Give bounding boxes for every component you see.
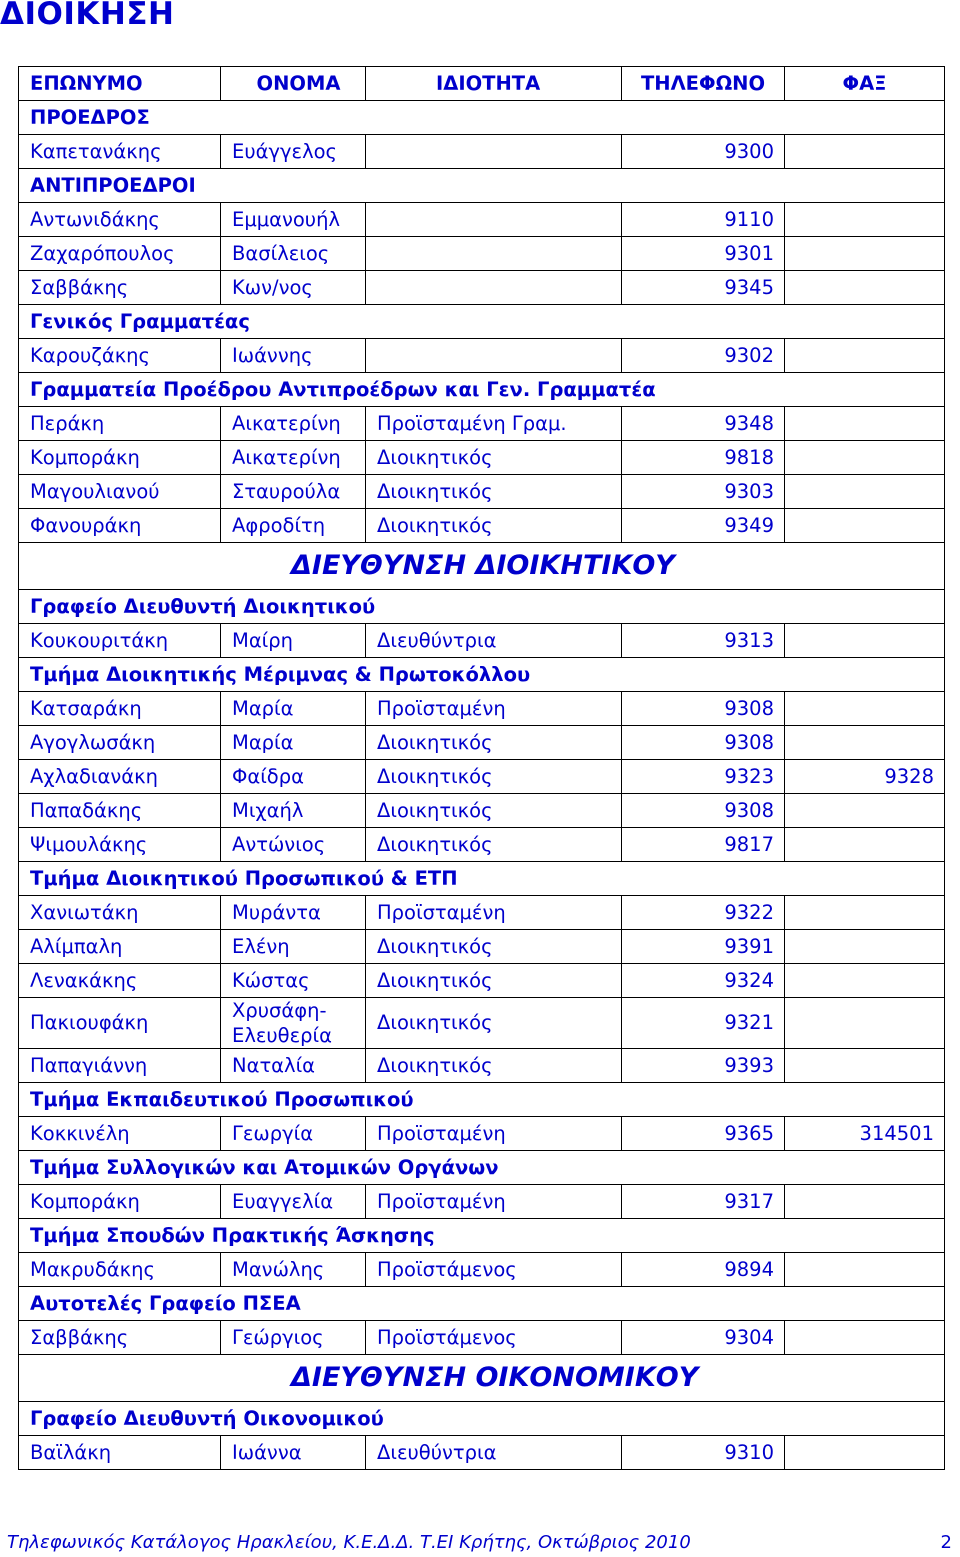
role-cell: Προϊσταμένη [366,1117,622,1151]
section-heading: Τμήμα Σπουδών Πρακτικής Άσκησης [19,1219,945,1253]
table-row [19,794,945,828]
fax-cell: 9328 [785,760,945,794]
fax-cell [785,339,945,373]
role-cell: Προϊσταμένη [366,692,622,726]
fax-cell [785,1436,945,1470]
header-fax: ΦΑΞ [785,67,945,101]
role-cell: Διευθύντρια [366,624,622,658]
section-heading: Γενικός Γραμματέας [19,305,945,339]
name-cell: Ναταλία [221,1049,366,1083]
name-cell: Γεώργιος [221,1321,366,1355]
name-cell: Ευαγγελία [221,1185,366,1219]
direction-heading: ΔΙΕΥΘΥΝΣΗ ΟΙΚΟΝΟΜΙΚΟΥ [19,1355,945,1402]
section-heading: Γραφείο Διευθυντή Οικονομικού [19,1402,945,1436]
fax-cell [785,475,945,509]
phone-cell: 9303 [622,475,785,509]
phone-cell: 9345 [622,271,785,305]
section-heading-row [19,1287,945,1321]
role-cell [366,203,622,237]
table-row [19,1253,945,1287]
table-row [19,203,945,237]
name-cell: Ευάγγελος [221,135,366,169]
table-header-row [19,67,945,101]
role-cell: Διοικητικός [366,441,622,475]
fax-cell [785,1253,945,1287]
header-name: ΟΝΟΜΑ [221,67,366,101]
surname-cell: Καρουζάκης [19,339,221,373]
phone-cell: 9317 [622,1185,785,1219]
phone-cell: 9323 [622,760,785,794]
section-heading-row [19,1219,945,1253]
name-cell: Κων/νος [221,271,366,305]
name-cell: Κώστας [221,964,366,998]
footer-text: Τηλεφωνικός Κατάλογος Ηρακλείου, Κ.Ε.Δ.Δ. Τ.ΕΙ Κρήτης, Οκτώβριος 2010 [7,1532,691,1553]
phone-cell: 9349 [622,509,785,543]
direction-heading-row [19,1355,945,1402]
table-row [19,896,945,930]
section-heading-row [19,1151,945,1185]
surname-cell: Κατσαράκη [19,692,221,726]
phone-cell: 9110 [622,203,785,237]
table-row [19,1049,945,1083]
section-heading-row [19,590,945,624]
directory-body [19,67,945,1470]
section-heading: Τμήμα Εκπαιδευτικού Προσωπικού [19,1083,945,1117]
page-number: 2 [940,1532,952,1553]
surname-cell: Μαγουλιανού [19,475,221,509]
role-cell: Διοικητικός [366,828,622,862]
surname-cell: Φανουράκη [19,509,221,543]
role-cell: Διοικητικός [366,1049,622,1083]
name-cell: Αντώνιος [221,828,366,862]
fax-cell [785,1185,945,1219]
table-row [19,760,945,794]
role-cell: Προϊσταμένη Γραμ. [366,407,622,441]
name-cell: Αφροδίτη [221,509,366,543]
name-cell: Εμμανουήλ [221,203,366,237]
table-row [19,624,945,658]
section-heading: Αυτοτελές Γραφείο ΠΣΕΑ [19,1287,945,1321]
fax-cell [785,271,945,305]
surname-cell: Ψιμουλάκης [19,828,221,862]
surname-cell: Αγογλωσάκη [19,726,221,760]
role-cell: Διοικητικός [366,509,622,543]
phone-cell: 9393 [622,1049,785,1083]
section-heading-row [19,373,945,407]
role-cell: Διοικητικός [366,998,622,1049]
surname-cell: Παπαδάκης [19,794,221,828]
surname-cell: Σαββάκης [19,271,221,305]
table-row [19,1321,945,1355]
table-row [19,726,945,760]
phone-cell: 9308 [622,794,785,828]
section-heading-row [19,169,945,203]
name-cell: Αικατερίνη [221,407,366,441]
name-cell: Χρυσάφη- Ελευθερία [221,998,366,1049]
phone-cell: 9324 [622,964,785,998]
section-heading: Τμήμα Συλλογικών και Ατομικών Οργάνων [19,1151,945,1185]
fax-cell [785,964,945,998]
surname-cell: Κομποράκη [19,441,221,475]
phone-cell: 9817 [622,828,785,862]
phone-cell: 9300 [622,135,785,169]
fax-cell [785,828,945,862]
fax-cell [785,509,945,543]
name-cell: Γεωργία [221,1117,366,1151]
phone-cell: 9301 [622,237,785,271]
surname-cell: Κομποράκη [19,1185,221,1219]
section-heading: ΑΝΤΙΠΡΟΕΔΡΟΙ [19,169,945,203]
table-row [19,1117,945,1151]
role-cell: Διοικητικός [366,794,622,828]
surname-cell: Περάκη [19,407,221,441]
table-row [19,692,945,726]
table-row [19,1185,945,1219]
fax-cell [785,794,945,828]
surname-cell: Αλίμπαλη [19,930,221,964]
fax-cell [785,896,945,930]
name-cell: Μιχαήλ [221,794,366,828]
role-cell [366,135,622,169]
role-cell: Προϊστάμενος [366,1321,622,1355]
role-cell: Διοικητικός [366,760,622,794]
role-cell [366,339,622,373]
directory-table [18,66,945,1470]
section-heading: Γραμματεία Προέδρου Αντιπροέδρων και Γεν. Γραμματέα [19,373,945,407]
name-cell: Μαίρη [221,624,366,658]
role-cell: Διοικητικός [366,964,622,998]
fax-cell [785,930,945,964]
fax-cell [785,1049,945,1083]
phone-cell: 9365 [622,1117,785,1151]
phone-cell: 9304 [622,1321,785,1355]
phone-cell: 9391 [622,930,785,964]
surname-cell: Ζαχαρόπουλος [19,237,221,271]
fax-cell [785,203,945,237]
fax-cell [785,237,945,271]
role-cell: Προϊσταμένη [366,896,622,930]
fax-cell [785,1321,945,1355]
name-cell: Ιωάννα [221,1436,366,1470]
name-cell: Ιωάννης [221,339,366,373]
phone-cell: 9321 [622,998,785,1049]
table-row [19,998,945,1049]
phone-cell: 9313 [622,624,785,658]
name-cell: Φαίδρα [221,760,366,794]
section-heading-row [19,101,945,135]
fax-cell [785,726,945,760]
table-row [19,828,945,862]
role-cell: Προϊστάμενος [366,1253,622,1287]
table-row [19,339,945,373]
role-cell: Διευθύντρια [366,1436,622,1470]
phone-cell: 9322 [622,896,785,930]
section-heading-row [19,658,945,692]
surname-cell: Μακρυδάκης [19,1253,221,1287]
section-heading: ΠΡΟΕΔΡΟΣ [19,101,945,135]
fax-cell [785,998,945,1049]
role-cell [366,271,622,305]
fax-cell [785,441,945,475]
name-cell: Μανώλης [221,1253,366,1287]
name-cell: Ελένη [221,930,366,964]
direction-heading: ΔΙΕΥΘΥΝΣΗ ΔΙΟΙΚΗΤΙΚΟΥ [19,543,945,590]
section-heading-row [19,862,945,896]
direction-heading-row [19,543,945,590]
surname-cell: Πακιουφάκη [19,998,221,1049]
surname-cell: Σαββάκης [19,1321,221,1355]
section-heading-row [19,305,945,339]
fax-cell: 314501 [785,1117,945,1151]
header-role: ΙΔΙΟΤΗΤΑ [366,67,622,101]
surname-cell: Αχλαδιανάκη [19,760,221,794]
section-heading-row [19,1402,945,1436]
name-cell: Βασίλειος [221,237,366,271]
name-cell: Αικατερίνη [221,441,366,475]
surname-cell: Αντωνιδάκης [19,203,221,237]
section-heading-row [19,1083,945,1117]
surname-cell: Καπετανάκης [19,135,221,169]
fax-cell [785,407,945,441]
table-row [19,407,945,441]
role-cell: Διοικητικός [366,475,622,509]
phone-cell: 9302 [622,339,785,373]
section-heading: Τμήμα Διοικητικής Μέριμνας & Πρωτοκόλλου [19,658,945,692]
name-cell: Μαρία [221,726,366,760]
phone-cell: 9310 [622,1436,785,1470]
surname-cell: Βαϊλάκη [19,1436,221,1470]
surname-cell: Παπαγιάννη [19,1049,221,1083]
fax-cell [785,692,945,726]
section-heading: Γραφείο Διευθυντή Διοικητικού [19,590,945,624]
header-surname: ΕΠΩΝΥΜΟ [19,67,221,101]
role-cell: Προϊσταμένη [366,1185,622,1219]
table-row [19,441,945,475]
fax-cell [785,135,945,169]
table-row [19,964,945,998]
phone-cell: 9308 [622,726,785,760]
table-row [19,509,945,543]
surname-cell: Κουκουριτάκη [19,624,221,658]
surname-cell: Χανιωτάκη [19,896,221,930]
page-title: ΔΙΟΙΚΗΣΗ [0,0,175,32]
table-row [19,930,945,964]
role-cell: Διοικητικός [366,726,622,760]
table-row [19,237,945,271]
table-row [19,475,945,509]
phone-cell: 9894 [622,1253,785,1287]
table-row [19,271,945,305]
table-row [19,135,945,169]
surname-cell: Κοκκινέλη [19,1117,221,1151]
role-cell: Διοικητικός [366,930,622,964]
phone-cell: 9308 [622,692,785,726]
role-cell [366,237,622,271]
name-cell: Σταυρούλα [221,475,366,509]
table-row [19,1436,945,1470]
name-cell: Μυράντα [221,896,366,930]
fax-cell [785,624,945,658]
header-phone: ΤΗΛΕΦΩΝΟ [622,67,785,101]
name-cell: Μαρία [221,692,366,726]
page-footer [7,1532,952,1553]
surname-cell: Λενακάκης [19,964,221,998]
section-heading: Τμήμα Διοικητικού Προσωπικού & ΕΤΠ [19,862,945,896]
phone-cell: 9818 [622,441,785,475]
phone-cell: 9348 [622,407,785,441]
